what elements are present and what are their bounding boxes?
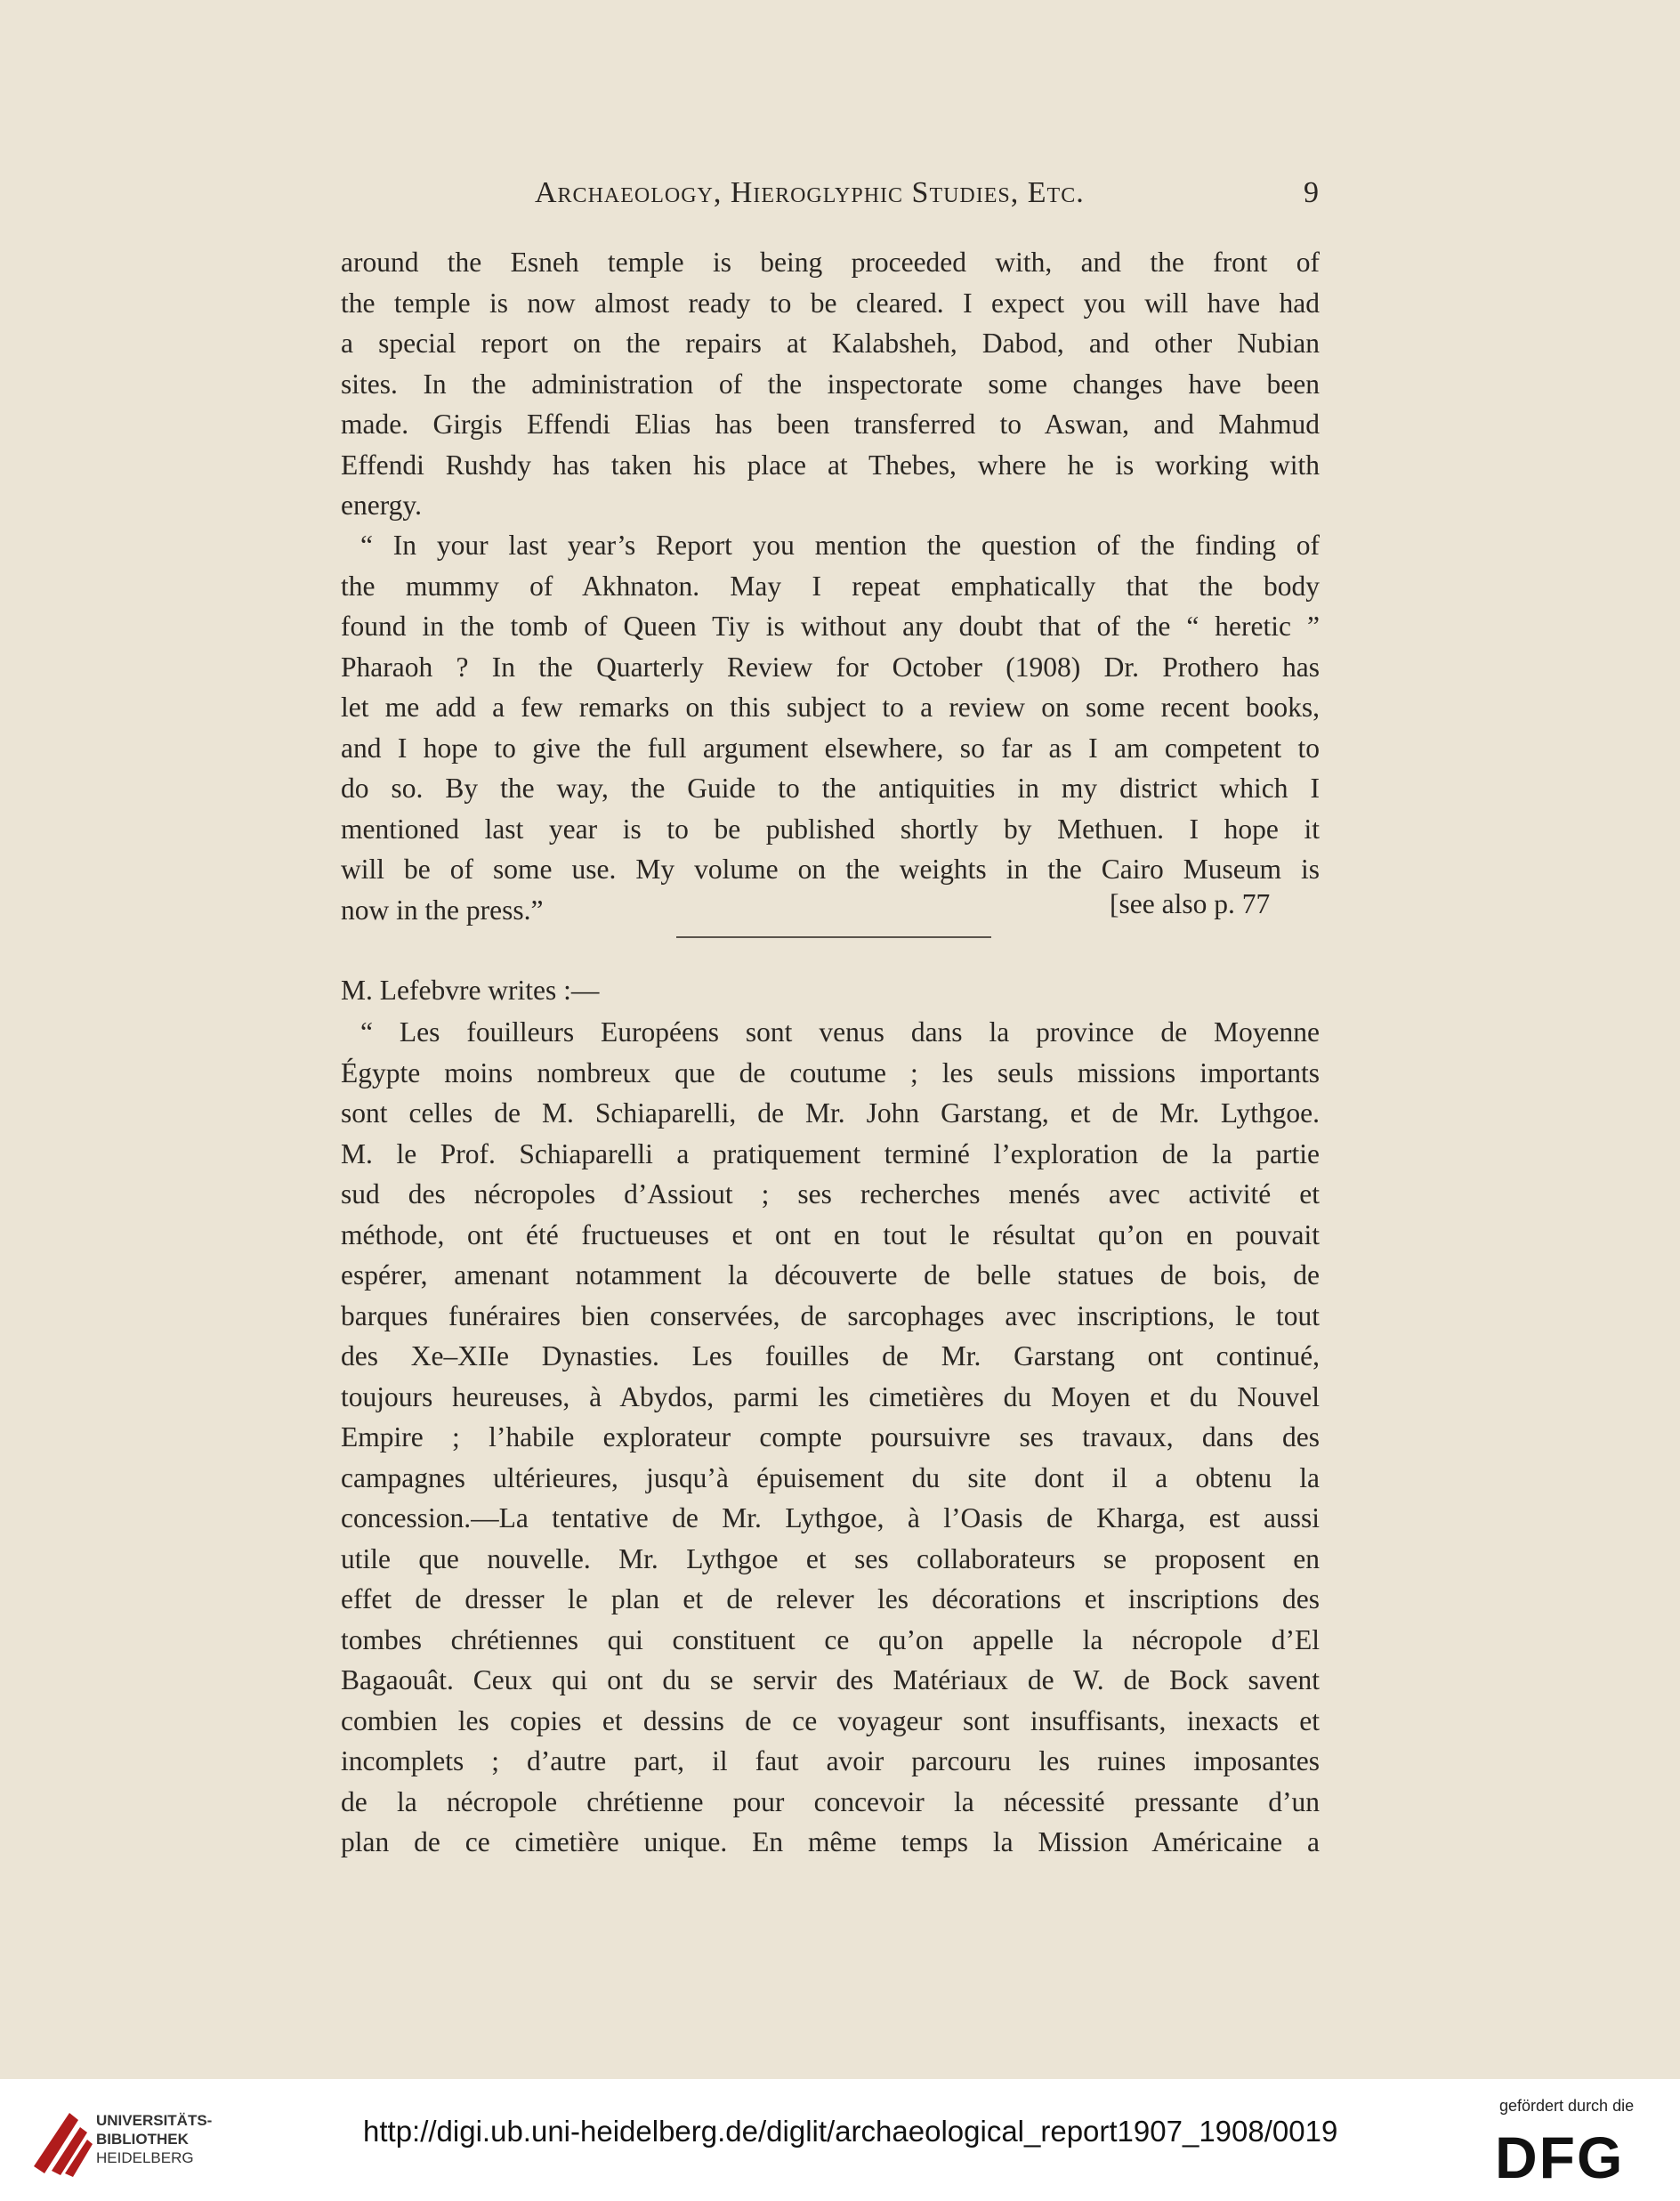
text-line: and I hope to give the full argument elsewhere, so far as I am competent to: [341, 732, 1320, 764]
text-line: Pharaoh ? In the Quarterly Review for October (1908) Dr. Prothero has: [341, 651, 1320, 683]
text-line: “ In your last year’s Report you mention the question of the finding of: [360, 530, 1320, 561]
text-line: combien les copies et dessins de ce voyageur sont insuffisants, inexacts et: [341, 1704, 1320, 1736]
text-line: sont celles de M. Schiaparelli, de Mr. John Garstang, et de Mr. Lythgoe.: [341, 1097, 1320, 1129]
running-title: Archaeology, Hieroglyphic Studies, Etc.: [535, 176, 1085, 209]
text-line: utile que nouvelle. Mr. Lythgoe et ses collaborateurs se proposent en: [341, 1542, 1320, 1574]
text-line: plan de ce cimetière unique. En même temps la Mission Américaine a: [341, 1826, 1320, 1857]
see-also-note: [see also p. 77: [1110, 888, 1271, 919]
text-line: Effendi Rushdy has taken his place at Thebes, where he is working with: [341, 449, 1320, 481]
text-line: found in the tomb of Queen Tiy is without any doubt that of the “ heretic ”: [341, 611, 1320, 642]
text-line: mentioned last year is to be published shortly by Methuen. I hope it: [341, 813, 1320, 845]
text-line: made. Girgis Effendi Elias has been transferred to Aswan, and Mahmud: [341, 409, 1320, 440]
text-line: méthode, ont été fructueuses et ont en tout le résultat qu’on en pouvait: [341, 1218, 1320, 1250]
permalink-url[interactable]: http://digi.ub.uni-heidelberg.de/diglit/archaeological_report1907_1908/0019: [363, 2115, 1338, 2148]
footer-bar: [0, 2079, 1680, 2201]
text-line: campagnes ultérieures, jusqu’à épuisement du site dont il a obtenu la: [341, 1461, 1320, 1493]
text-line: toujours heureuses, à Abydos, parmi les cimetières du Moyen et du Nouvel: [341, 1380, 1320, 1412]
text-line: concession.—La tentative de Mr. Lythgoe, à l’Oasis de Kharga, est aussi: [341, 1502, 1320, 1533]
paragraph-akhnaton: [341, 525, 1320, 930]
text-line: espérer, amenant notamment la découverte de belle statues de bois, de: [341, 1259, 1320, 1291]
text-line: Égypte moins nombreux que de coutume ; les seuls missions importants: [341, 1056, 1320, 1088]
text-line: the mummy of Akhnaton. May I repeat emphatically that the body: [341, 570, 1320, 602]
text-line: “ Les fouilleurs Européens sont venus dans la province de Moyenne: [360, 1016, 1320, 1048]
text-line: effet de dresser le plan et de relever les décorations et inscriptions des: [341, 1583, 1320, 1614]
library-name: UNIVERSITÄTS- BIBLIOTHEK HEIDELBERG: [96, 2112, 213, 2166]
text-line: will be of some use. My volume on the weights in the Cairo Museum is: [341, 854, 1320, 885]
paragraph-lefebvre: [341, 1012, 1320, 1863]
section-divider: [676, 936, 991, 938]
text-line: Empire ; l’habile explorateur compte poursuivre ses travaux, dans des: [341, 1421, 1320, 1452]
text-line: a special report on the repairs at Kalabsheh, Dabod, and other Nubian: [341, 328, 1320, 359]
text-line: do so. By the way, the Guide to the antiquities in my district which I: [341, 773, 1320, 804]
funding-caption: gefördert durch die: [1499, 2097, 1635, 2115]
running-header: [341, 176, 1320, 221]
text-line: barques funéraires bien conservées, de sarcophages avec inscriptions, le tout: [341, 1299, 1320, 1331]
text-line: now in the press.”: [341, 894, 544, 926]
text-line: incomplets ; d’autre part, il faut avoir parcouru les ruines imposantes: [341, 1745, 1320, 1776]
lefebvre-intro: [341, 970, 1320, 1011]
text-line: around the Esneh temple is being proceeded with, and the front of: [341, 247, 1320, 278]
text-line: tombes chrétiennes qui constituent ce qu’on appelle la nécropole d’El: [341, 1623, 1320, 1655]
text-line: M. le Prof. Schiaparelli a pratiquement terminé l’exploration de la partie: [341, 1137, 1320, 1169]
text-line: the temple is now almost ready to be cleared. I expect you will have had: [341, 287, 1320, 319]
text-line: Bagaouât. Ceux qui ont du se servir des Matériaux de W. de Bock savent: [341, 1664, 1320, 1695]
paragraph-esneh: [341, 242, 1320, 526]
library-logo-icon: [25, 2095, 105, 2184]
text-line: sites. In the administration of the inspectorate some changes have been: [341, 368, 1320, 400]
text-line: des Xe–XIIe Dynasties. Les fouilles de Mr. Garstang ont continué,: [341, 1340, 1320, 1372]
text-line: de la nécropole chrétienne pour concevoir la nécessité pressante d’un: [341, 1785, 1320, 1817]
text-line: sud des nécropoles d’Assiout ; ses recherches menés avec activité et: [341, 1178, 1320, 1210]
lefebvre-intro-text: M. Lefebvre writes :—: [341, 975, 600, 1006]
dfg-logo: DFG: [1495, 2124, 1625, 2190]
page-number: 9: [1304, 176, 1320, 209]
text-line: let me add a few remarks on this subject to a review on some recent books,: [341, 692, 1320, 723]
text-line: energy.: [341, 490, 422, 521]
